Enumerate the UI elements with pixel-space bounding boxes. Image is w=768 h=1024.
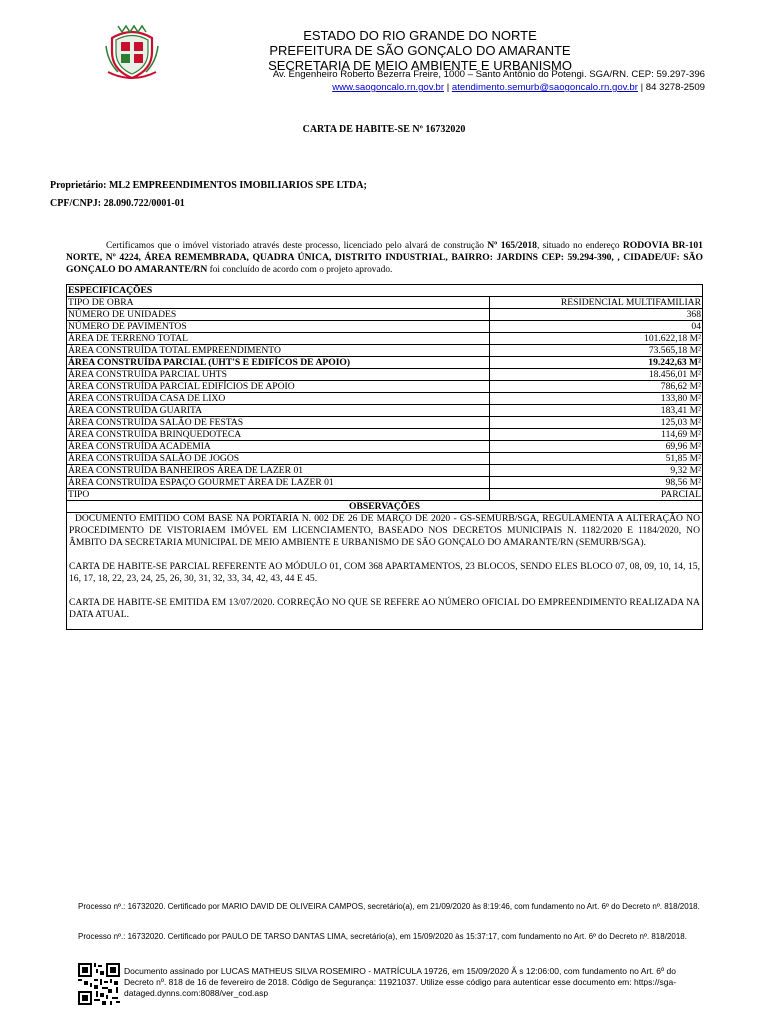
observation-3: CARTA DE HABITE-SE EMITIDA EM 13/07/2020. CORREÇÃO NO QUE SE REFERE AO NÚMERO OFICIAL DO EMPREENDIMENTO REALIZADA NA DATA ATUAL.: [69, 597, 700, 620]
table-row: [67, 405, 703, 417]
document-title: CARTA DE HABITE-SE Nº 16732020: [302, 124, 466, 135]
header-secretariat: SECRETARIA DE MEIO AMBIENTE E URBANISMO: [268, 58, 572, 73]
process-certification-2: Processo nº.: 16732020. Certificado por PAULO DE TARSO DANTAS LIMA, secretário(a), em 15/09/2020 às 15:37:17, com fundamento no Art. 6º do Decreto nº. 818/2018.: [78, 932, 687, 941]
table-row: [67, 489, 703, 501]
owner-cnpj: CPF/CNPJ: 28.090.722/0001-01: [50, 198, 185, 209]
digital-signature-note: Documento assinado por LUCAS MATHEUS SILVA ROSEMIRO - MATRÍCULA 19726, em 15/09/2020 Ã s 12:06:00, com fundamento no Art. 6º do Decreto nº. 818 de 16 de fevereiro de 2018. Código de Segurança: 11921037. Utilize esse código para autenticar esse documento em: https://sga-dataged.dynns.com:8088/ver_cod.asp: [124, 966, 677, 998]
municipal-coat-of-arms-icon: [104, 22, 160, 82]
separator: |: [637, 82, 646, 93]
specifications-heading: ESPECIFICAÇÕES: [67, 285, 703, 297]
observations-body: [67, 513, 703, 630]
table-row: [67, 381, 703, 393]
table-row: [67, 513, 703, 630]
spec-label: ÁREA CONSTRUÍDA PARCIAL UHTS: [67, 369, 490, 381]
spec-value: 18.456,01 M²: [490, 369, 703, 381]
spec-value: PARCIAL: [490, 489, 703, 501]
spec-label: TIPO DE OBRA: [67, 297, 490, 309]
observation-1: DOCUMENTO EMITIDO COM BASE NA PORTARIA N. 002 DE 26 DE MARÇO DE 2020 - GS-SEMURB/SGA, REGULAMENTA A ALTERAÇÃO NO PROCEDIMENTO DE VISTORIAEM IMÓVEL EM LICENCIAMENTO, BASEADO NOS DECRETOS MUNICIPAIS N. 1182/2020 E 1184/2020, NO ÂMBITO DA SECRETARIA MUNICIPAL DE MEIO AMBIENTE E URBANISMO DE SÃO GONÇALO DO AMARANTE/RN (SEMURB/SGA).: [69, 513, 700, 548]
spec-value: 114,69 M²: [490, 429, 703, 441]
website-link[interactable]: www.saogoncalo.rn.gov.br: [332, 82, 445, 93]
email-link[interactable]: atendimento.semurb@saogoncalo.rn.gov.br: [451, 82, 638, 93]
spec-value: 101.622,18 M²: [490, 333, 703, 345]
table-row: [67, 357, 703, 369]
spec-value: 73.565,18 M²: [490, 345, 703, 357]
spec-label: ÁREA CONSTRUÍDA PARCIAL (UHT'S E EDIFÍCOS DE APOIO): [67, 357, 490, 369]
spec-label: ÁREA CONSTRUÍDA SALÃO DE FESTAS: [67, 417, 490, 429]
spec-value: 183,41 M²: [490, 405, 703, 417]
header-contact: [170, 68, 705, 94]
spec-label: ÁREA CONSTRUÍDA TOTAL EMPREENDIMENTO: [67, 345, 490, 357]
spec-label: ÁREA CONSTRUÍDA BRINQUEDOTECA: [67, 429, 490, 441]
spec-value: 368: [490, 309, 703, 321]
spec-label: NÚMERO DE PAVIMENTOS: [67, 321, 490, 333]
table-row: [67, 309, 703, 321]
spec-value: 125,03 M²: [490, 417, 703, 429]
spec-label: NÚMERO DE UNIDADES: [67, 309, 490, 321]
specifications-table: [66, 284, 703, 630]
cert-text-3: foi concluído de acordo com o projeto aprovado.: [207, 265, 393, 275]
table-row: [67, 369, 703, 381]
spec-value: RESIDENCIAL MULTIFAMILIAR: [490, 297, 703, 309]
phone-number: 84 3278-2509: [645, 82, 705, 93]
table-row: [67, 321, 703, 333]
table-row: [67, 441, 703, 453]
spec-label: ÁREA CONSTRUÍDA PARCIAL EDIFÍCIOS DE APOIO: [67, 381, 490, 393]
table-row: [67, 393, 703, 405]
table-row: [67, 285, 703, 297]
header-state: ESTADO DO RIO GRANDE DO NORTE: [303, 28, 537, 43]
table-row: [67, 501, 703, 513]
header-address: Av. Engenheiro Roberto Bezerra Freire, 1000 – Santo Antônio do Potengi. SGA/RN. CEP: 59.297-396: [272, 69, 705, 80]
spec-label: ÁREA CONSTRUÍDA SALÃO DE JOGOS: [67, 453, 490, 465]
spec-value: 98,56 M²: [490, 477, 703, 489]
owner-name: Proprietário: ML2 EMPREENDIMENTOS IMOBILIARIOS SPE LTDA;: [50, 180, 367, 191]
table-row: [67, 345, 703, 357]
spec-value: 9,32 M²: [490, 465, 703, 477]
table-row: [67, 333, 703, 345]
observations-heading: OBSERVAÇÕES: [67, 501, 703, 513]
table-row: [67, 417, 703, 429]
cert-address: RODOVIA BR-101 NORTE, Nº 4224, ÁREA REMEMBRADA, QUADRA ÚNICA, DISTRITO INDUSTRIAL, BAIRRO: JARDINS CEP: 59.294-390, , CIDADE/UF: SÃO GONÇALO DO AMARANTE/RN: [66, 240, 703, 275]
spec-value: 51,85 M²: [490, 453, 703, 465]
spec-value: 786,62 M²: [490, 381, 703, 393]
cert-text-1: Certificamos que o imóvel vistoriado através deste processo, licenciado pelo alvará de construção: [106, 241, 488, 251]
qr-code-icon: [78, 963, 120, 1005]
header-prefecture: PREFEITURA DE SÃO GONÇALO DO AMARANTE: [269, 43, 571, 58]
observation-2: CARTA DE HABITE-SE PARCIAL REFERENTE AO MÓDULO 01, COM 368 APARTAMENTOS, 23 BLOCOS, SENDO ELES BLOCO 07, 08, 09, 10, 14, 15, 16, 17, 18, 22, 23, 24, 25, 26, 30, 31, 32, 33, 34, 42, 43, 44 E 45.: [69, 561, 700, 584]
table-row: [67, 465, 703, 477]
cert-text-2: , situado no endereço: [536, 241, 623, 251]
spec-label: ÁREA CONSTRUÍDA GUARITA: [67, 405, 490, 417]
cert-alvara: Nº 165/2018: [487, 240, 537, 251]
spec-label: ÁREA DE TERRENO TOTAL: [67, 333, 490, 345]
letterhead: [170, 28, 670, 73]
spec-label: TIPO: [67, 489, 490, 501]
header-links: [170, 81, 705, 94]
spec-value: 133,80 M²: [490, 393, 703, 405]
spec-value: 04: [490, 321, 703, 333]
table-row: [67, 429, 703, 441]
spec-label: ÁREA CONSTRUÍDA ESPAÇO GOURMET ÁREA DE LAZER 01: [67, 477, 490, 489]
spec-value: 69,96 M²: [490, 441, 703, 453]
spec-label: ÁREA CONSTRUÍDA BANHEIROS ÁREA DE LAZER 01: [67, 465, 490, 477]
spec-label: ÁREA CONSTRUÍDA ACADEMIA: [67, 441, 490, 453]
table-row: [67, 297, 703, 309]
certification-paragraph: [66, 240, 703, 276]
spec-label: ÁREA CONSTRUÍDA CASA DE LIXO: [67, 393, 490, 405]
separator: |: [444, 82, 452, 93]
process-certification-1: Processo nº.: 16732020. Certificado por MARIO DAVID DE OLIVEIRA CAMPOS, secretário(a), em 21/09/2020 às 8:19:46, com fundamento no Art. 6º do Decreto nº. 818/2018.: [78, 902, 700, 911]
table-row: [67, 477, 703, 489]
spec-value: 19.242,63 M²: [490, 357, 703, 369]
table-row: [67, 453, 703, 465]
